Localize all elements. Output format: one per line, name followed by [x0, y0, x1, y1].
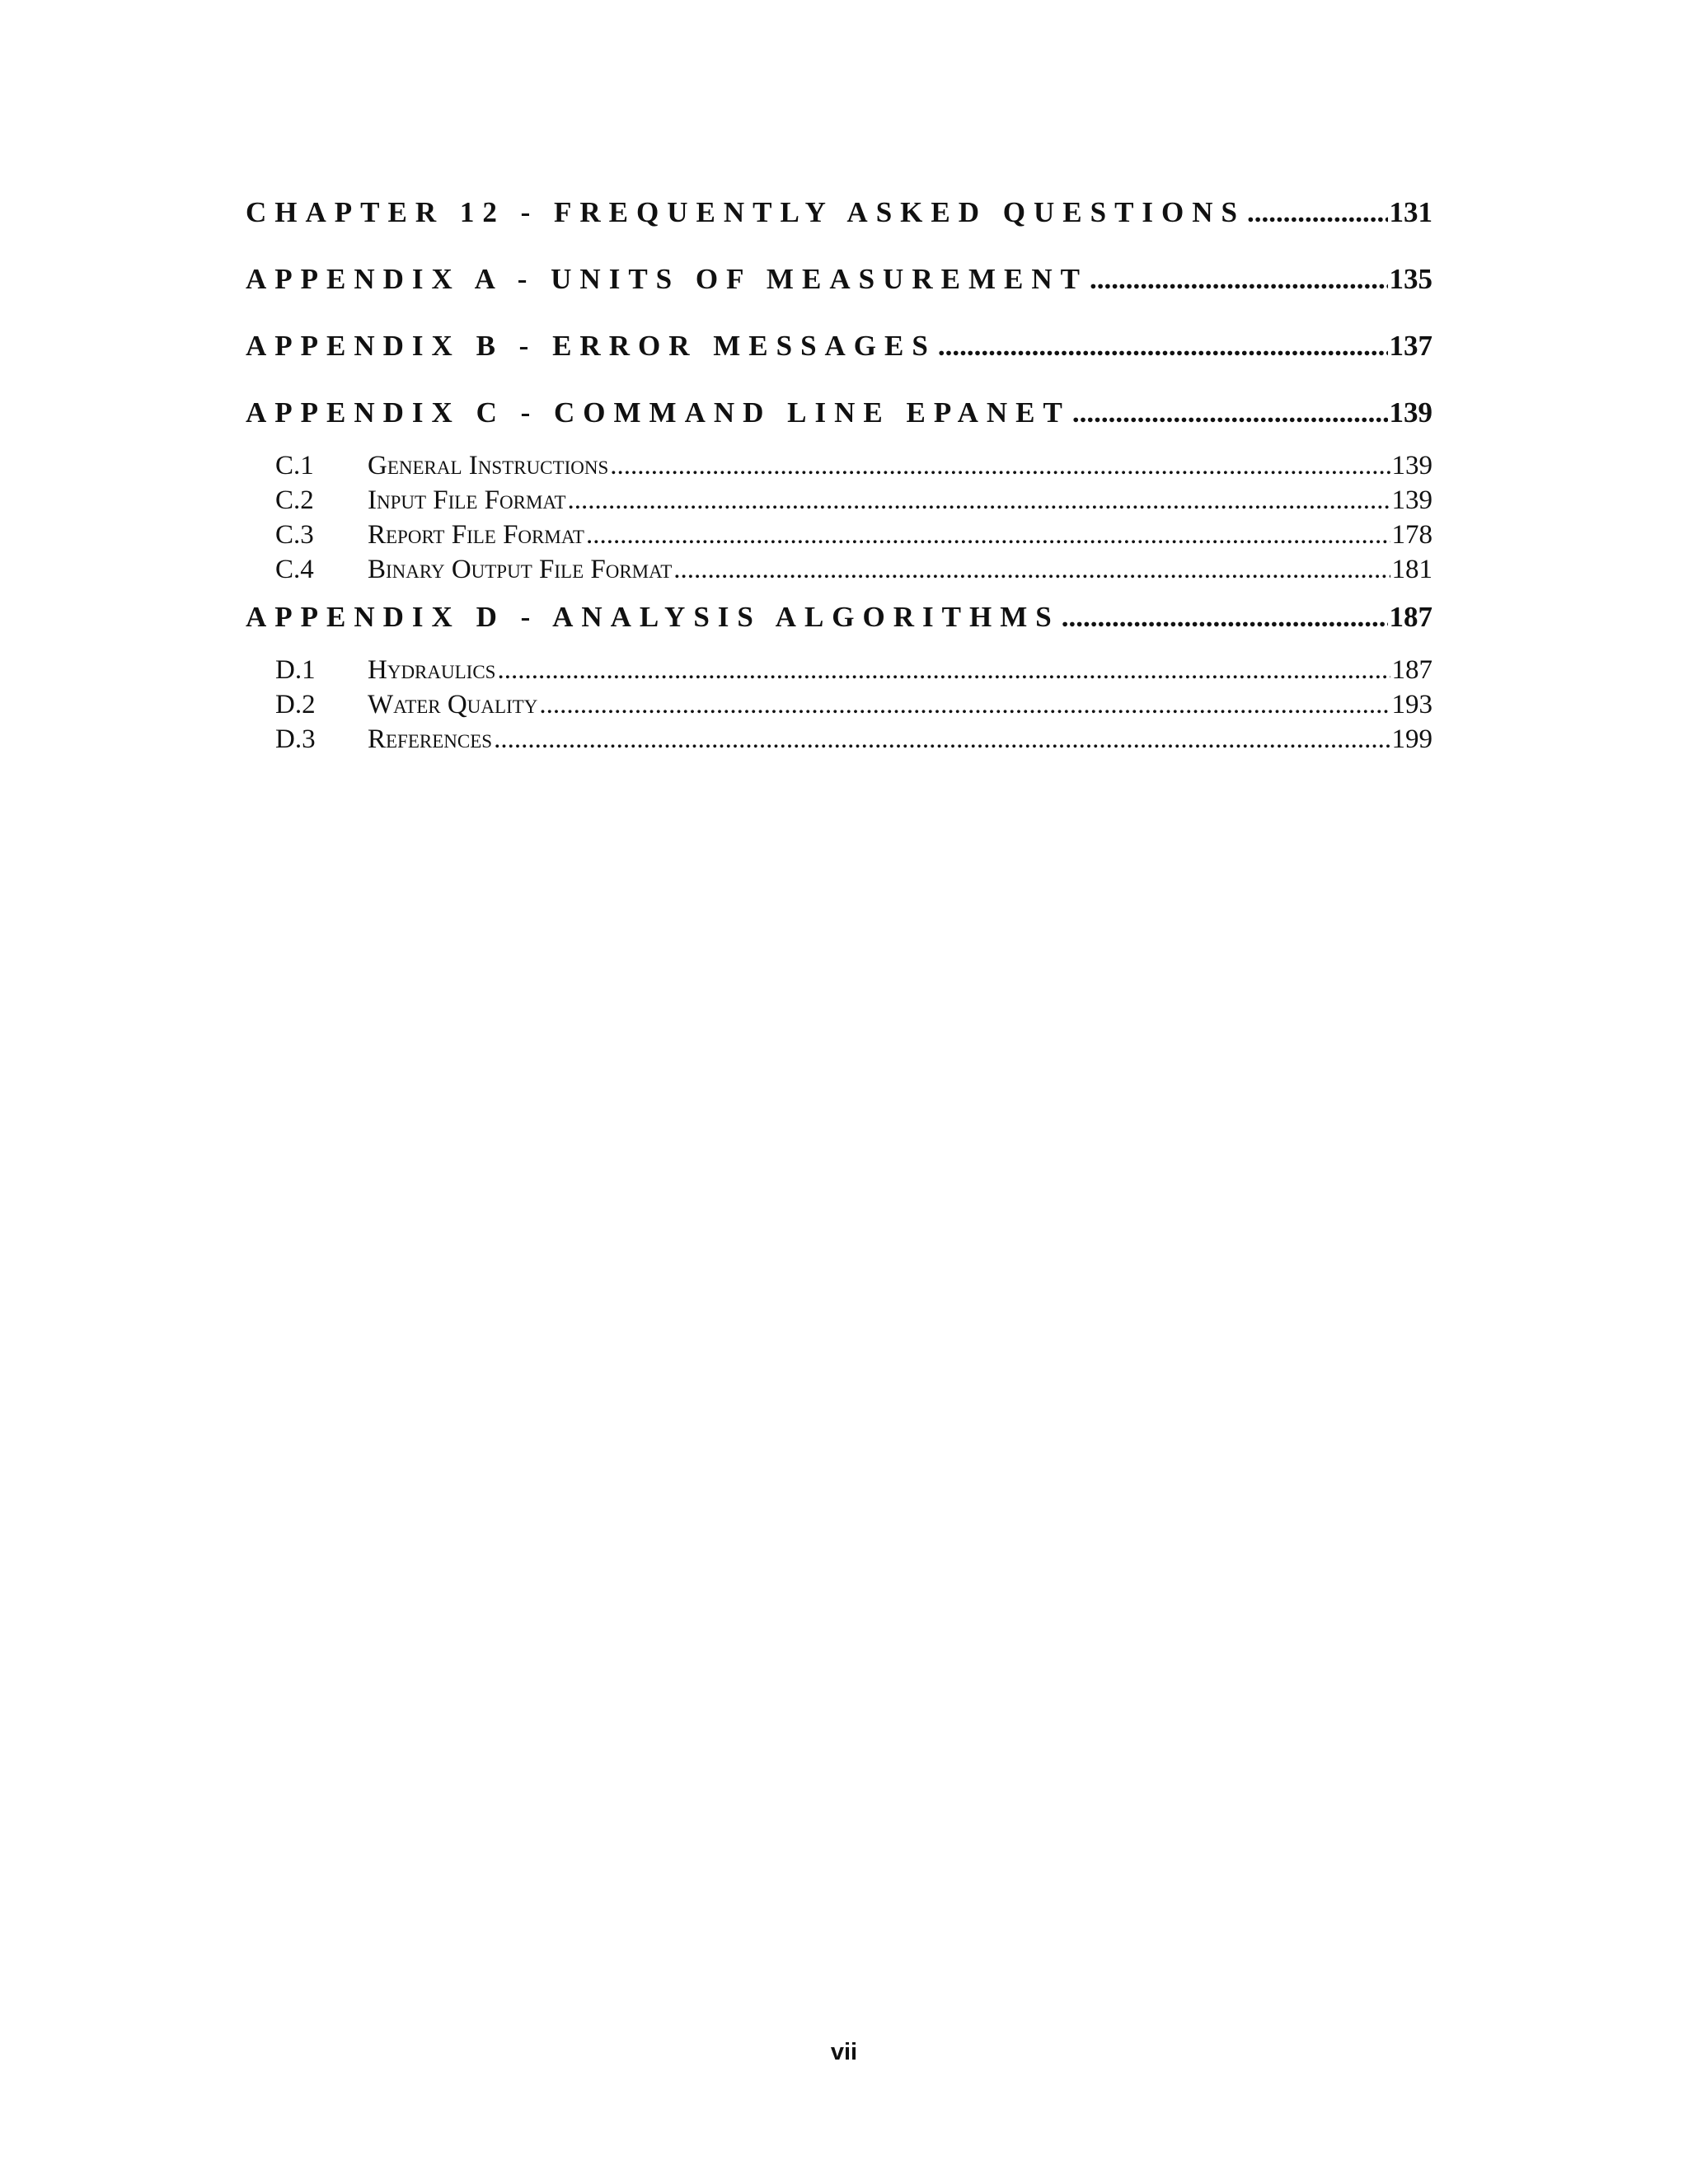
- toc-entry-appendix-c[interactable]: [246, 396, 1432, 441]
- dot-leader: [1072, 396, 1388, 429]
- toc-entry-appendix-b[interactable]: [246, 330, 1432, 374]
- toc-subentry-d2[interactable]: [246, 690, 1432, 724]
- toc-subentry-number: D.2: [275, 690, 316, 719]
- toc-subentry-title: Hydraulics: [368, 655, 496, 685]
- toc-entry-appendix-d[interactable]: [246, 601, 1432, 645]
- toc-subentry-d3[interactable]: [246, 724, 1432, 759]
- dot-leader: [586, 520, 1390, 551]
- toc-subentry-number: C.2: [275, 485, 314, 515]
- toc-subentry-number: D.1: [275, 655, 316, 685]
- toc-subentry-c2[interactable]: [246, 485, 1432, 520]
- toc-subentry-number: C.1: [275, 451, 314, 480]
- dot-leader: [1062, 601, 1388, 634]
- toc-subentry-page: 187: [1391, 655, 1432, 685]
- toc-subentry-page: 193: [1391, 690, 1432, 719]
- toc-entry-title: APPENDIX C - COMMAND LINE EPANET: [246, 396, 1071, 429]
- toc-entry-page: 137: [1389, 330, 1432, 362]
- spacer: [246, 589, 1432, 601]
- toc-subentry-d1[interactable]: [246, 655, 1432, 690]
- dot-leader: [610, 451, 1390, 481]
- dot-leader: [673, 555, 1390, 585]
- toc-subentry-title: Report File Format: [368, 520, 584, 550]
- toc-entry-title: APPENDIX D - ANALYSIS ALGORITHMS: [246, 601, 1060, 633]
- toc-entry-page: 131: [1389, 196, 1432, 228]
- toc-subentry-c3[interactable]: [246, 520, 1432, 555]
- toc-subentry-number: C.4: [275, 555, 314, 584]
- dot-leader: [938, 330, 1388, 363]
- toc-entry-page: 187: [1389, 601, 1432, 633]
- toc-entry-title: APPENDIX A - UNITS OF MEASUREMENT: [246, 263, 1088, 295]
- toc-subentry-page: 178: [1391, 520, 1432, 550]
- toc-subentry-title: Water Quality: [368, 690, 538, 719]
- table-of-contents: [246, 196, 1432, 759]
- toc-subentry-page: 139: [1391, 451, 1432, 480]
- dot-leader: [494, 724, 1390, 755]
- toc-subentry-page: 199: [1391, 724, 1432, 754]
- toc-subentry-page: 139: [1391, 485, 1432, 515]
- toc-entry-page: 135: [1389, 263, 1432, 295]
- dot-leader: [1090, 263, 1388, 296]
- toc-entry-page: 139: [1389, 396, 1432, 429]
- toc-subentry-number: D.3: [275, 724, 316, 754]
- toc-subentry-title: References: [368, 724, 493, 754]
- toc-entry-chapter-12[interactable]: [246, 196, 1432, 241]
- toc-entry-title: APPENDIX B - ERROR MESSAGES: [246, 330, 936, 362]
- page-number: vii: [830, 2039, 858, 2065]
- dot-leader: [568, 485, 1390, 516]
- toc-entry-appendix-a[interactable]: [246, 263, 1432, 307]
- dot-leader: [539, 690, 1390, 720]
- dot-leader: [1247, 196, 1388, 229]
- toc-subentry-title: Binary Output File Format: [368, 555, 673, 584]
- toc-subentry-c4[interactable]: [246, 555, 1432, 589]
- toc-subentry-number: C.3: [275, 520, 314, 550]
- toc-subentry-page: 181: [1391, 555, 1432, 584]
- toc-subentry-c1[interactable]: [246, 451, 1432, 485]
- toc-subentry-title: Input File Format: [368, 485, 566, 515]
- dot-leader: [497, 655, 1390, 686]
- toc-entry-title: CHAPTER 12 - FREQUENTLY ASKED QUESTIONS: [246, 196, 1245, 228]
- toc-subentry-title: General Instructions: [368, 451, 609, 480]
